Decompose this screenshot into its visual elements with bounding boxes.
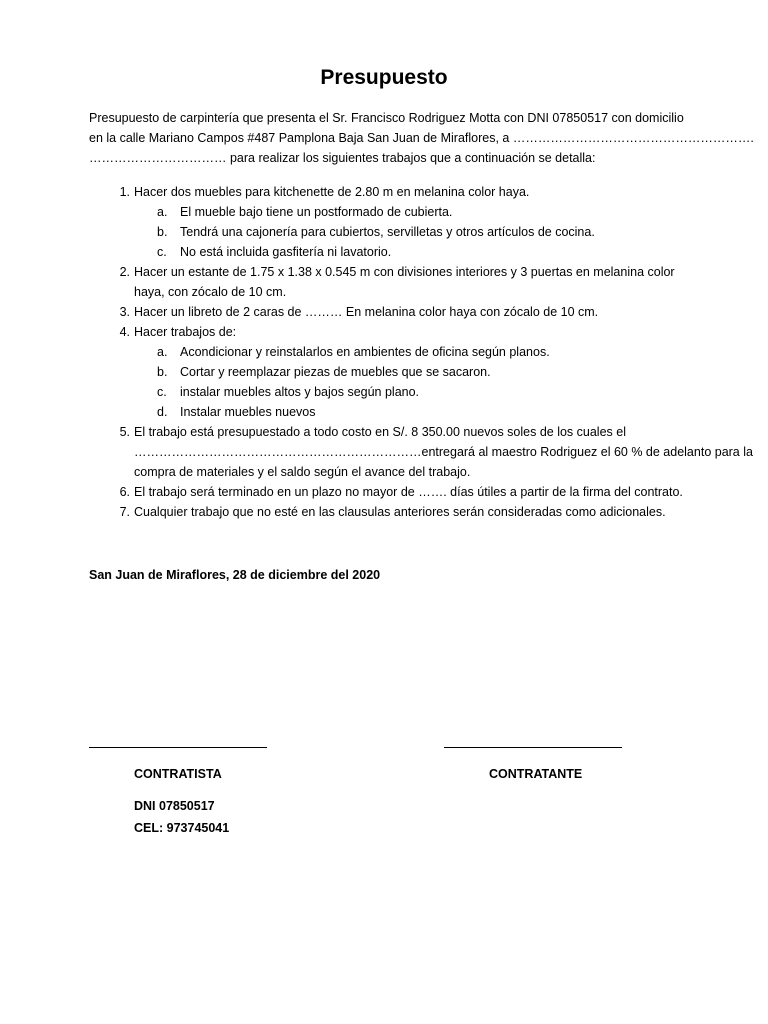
work-item bbox=[89, 302, 709, 322]
sub-item bbox=[89, 362, 709, 382]
item-line: El trabajo está presupuestado a todo costo en S/. 8 350.00 nuevos soles de los cuales el bbox=[134, 425, 626, 439]
sub-items-list bbox=[89, 342, 709, 422]
work-item bbox=[89, 422, 753, 482]
work-item bbox=[89, 502, 709, 522]
document-title: Presupuesto bbox=[320, 66, 448, 89]
item-number: 3. bbox=[119, 305, 130, 319]
item-line: compra de materiales y el saldo según el avance del trabajo. bbox=[134, 465, 471, 479]
intro-line: …………………………… para realizar los siguientes trabajos que a continuación se detalla: bbox=[89, 151, 596, 165]
work-item bbox=[89, 182, 709, 262]
item-number: 7. bbox=[119, 505, 130, 519]
sub-item-text: Acondicionar y reinstalarlos en ambientes de oficina según planos. bbox=[180, 345, 550, 359]
sub-item-letter: a. bbox=[157, 205, 168, 219]
dni-text: DNI 07850517 bbox=[134, 799, 215, 813]
item-line: El trabajo será terminado en un plazo no mayor de ……. días útiles a partir de la firma del contrato. bbox=[134, 485, 683, 499]
item-text bbox=[89, 482, 709, 502]
item-number: 4. bbox=[119, 325, 130, 339]
item-line: Hacer un libreto de 2 caras de ……… En melanina color haya con zócalo de 10 cm. bbox=[134, 305, 599, 319]
sub-item-letter: d. bbox=[157, 405, 168, 419]
sub-item-text: No está incluida gasfitería ni lavatorio. bbox=[180, 245, 392, 259]
work-item bbox=[89, 482, 709, 502]
sub-item bbox=[89, 342, 709, 362]
contratante-signature-line bbox=[444, 747, 622, 748]
sub-item bbox=[89, 382, 709, 402]
date-line: San Juan de Miraflores, 28 de diciembre del 2020 bbox=[89, 568, 381, 582]
sub-item-letter: b. bbox=[157, 225, 168, 239]
contratista-label: CONTRATISTA bbox=[134, 767, 222, 781]
sub-item bbox=[89, 202, 709, 222]
item-line: ……………………………………………………………entregará al maestro Rodriguez el 60 % de adelanto para la bbox=[134, 445, 753, 459]
item-line: Hacer un estante de 1.75 x 1.38 x 0.545 m con divisiones interiores y 3 puertas en melanina color bbox=[134, 265, 675, 279]
intro-paragraph bbox=[89, 108, 754, 168]
item-text bbox=[89, 422, 753, 482]
sub-item-text: El mueble bajo tiene un postformado de cubierta. bbox=[180, 205, 453, 219]
intro-line: en la calle Mariano Campos #487 Pamplona Baja San Juan de Miraflores, a …………………………………………………. bbox=[89, 131, 754, 145]
sub-item bbox=[89, 222, 709, 242]
sub-item bbox=[89, 242, 709, 262]
sub-item bbox=[89, 402, 709, 422]
sub-item-text: Instalar muebles nuevos bbox=[180, 405, 316, 419]
intro-line: Presupuesto de carpintería que presenta el Sr. Francisco Rodriguez Motta con DNI 07850517 con domicilio bbox=[89, 111, 684, 125]
sub-item-letter: c. bbox=[157, 245, 167, 259]
item-number: 6. bbox=[119, 485, 130, 499]
cel-text: CEL: 973745041 bbox=[134, 821, 230, 835]
work-item bbox=[89, 262, 709, 302]
item-text bbox=[89, 502, 709, 522]
item-number: 5. bbox=[119, 425, 130, 439]
item-text bbox=[89, 182, 709, 202]
item-line: Cualquier trabajo que no esté en las clausulas anteriores serán consideradas como adicionales. bbox=[134, 505, 666, 519]
sub-item-letter: c. bbox=[157, 385, 167, 399]
sub-items-list bbox=[89, 202, 709, 262]
contratante-label: CONTRATANTE bbox=[489, 767, 583, 781]
sub-item-letter: a. bbox=[157, 345, 168, 359]
item-number: 1. bbox=[119, 185, 130, 199]
sub-item-text: Cortar y reemplazar piezas de muebles que se sacaron. bbox=[180, 365, 491, 379]
item-line: Hacer trabajos de: bbox=[134, 325, 237, 339]
sub-item-text: instalar muebles altos y bajos según plano. bbox=[180, 385, 420, 399]
contratista-signature-line bbox=[89, 747, 267, 748]
item-text bbox=[89, 322, 709, 342]
sub-item-letter: b. bbox=[157, 365, 168, 379]
item-text bbox=[89, 302, 709, 322]
item-text bbox=[89, 262, 709, 302]
work-items-list bbox=[89, 182, 753, 522]
item-line: Hacer dos muebles para kitchenette de 2.80 m en melanina color haya. bbox=[134, 185, 530, 199]
sub-item-text: Tendrá una cajonería para cubiertos, servilletas y otros artículos de cocina. bbox=[180, 225, 595, 239]
item-line: haya, con zócalo de 10 cm. bbox=[134, 285, 287, 299]
work-item bbox=[89, 322, 709, 422]
item-number: 2. bbox=[119, 265, 130, 279]
